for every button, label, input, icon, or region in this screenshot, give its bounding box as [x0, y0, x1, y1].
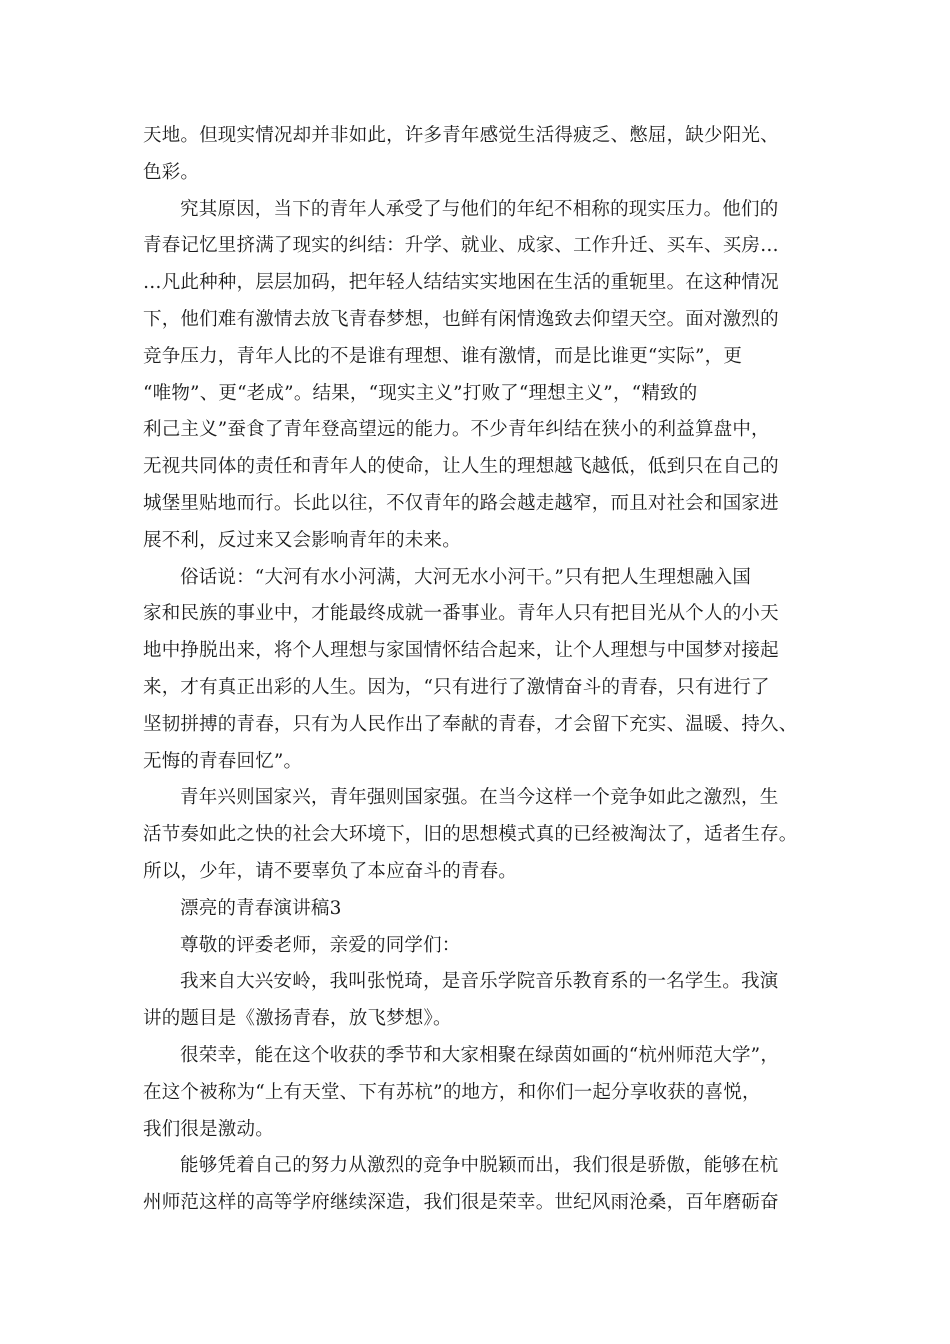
text-line: 所以，少年，请不要辜负了本应奋斗的青春。 — [143, 860, 518, 882]
text-line: 我们很是激动。 — [143, 1118, 274, 1140]
text-line: 俗话说：“大河有水小河满，大河无水小河干。”只有把人生理想融入国 — [180, 566, 752, 588]
text-line: “唯物”、更“老成”。结果，“现实主义”打败了“理想主义”，“精致的 — [143, 382, 698, 404]
document-body — [143, 118, 811, 1222]
text-line: 利己主义”蚕食了青年登高望远的能力。不少青年纠结在狭小的利益算盘中， — [143, 419, 770, 441]
text-line: 城堡里贴地而行。长此以往，不仅青年的路会越走越窄，而且对社会和国家进 — [143, 492, 779, 514]
text-line: 活节奏如此之快的社会大环境下，旧的思想模式真的已经被淘汰了，适者生存。 — [143, 824, 798, 846]
text-line: 家和民族的事业中，才能最终成就一番事业。青年人只有把目光从个人的小天 — [143, 603, 779, 625]
text-line: 能够凭着自己的努力从激烈的竞争中脱颖而出，我们很是骄傲，能够在杭 — [180, 1155, 779, 1177]
text-line: 色彩。 — [143, 161, 200, 183]
text-line: 下，他们难有激情去放飞青春梦想，也鲜有闲情逸致去仰望天空。面对激烈的 — [143, 308, 779, 330]
text-line: 很荣幸，能在这个收获的季节和大家相聚在绿茵如画的“杭州师范大学”， — [180, 1044, 780, 1066]
text-line: 坚韧拼搏的青春，只有为人民作出了奉献的青春，才会留下充实、温暖、持久、 — [143, 713, 798, 735]
text-line: 州师范这样的高等学府继续深造，我们很是荣幸。世纪风雨沧桑，百年磨砺奋 — [143, 1192, 779, 1214]
text-line: 讲的题目是《激扬青春，放飞梦想》。 — [143, 1008, 452, 1030]
text-line: 展不利，反过来又会影响青年的未来。 — [143, 529, 461, 551]
text-line: 究其原因，当下的青年人承受了与他们的年纪不相称的现实压力。他们的 — [180, 198, 779, 220]
text-line: 在这个被称为“上有天堂、下有苏杭”的地方，和你们一起分享收获的喜悦， — [143, 1081, 761, 1103]
text-line: 天地。但现实情况却并非如此，许多青年感觉生活得疲乏、憋屈，缺少阳光、 — [143, 125, 779, 146]
text-line: 青年兴则国家兴，青年强则国家强。在当今这样一个竞争如此之激烈，生 — [180, 787, 779, 809]
text-line: 竞争压力，青年人比的不是谁有理想、谁有激情，而是比谁更“实际”，更 — [143, 345, 743, 367]
text-line: 地中挣脱出来，将个人理想与家国情怀结合起来，让个人理想与中国梦对接起 — [143, 640, 779, 662]
text-line: 无悔的青春回忆”。 — [143, 750, 303, 772]
text-line: 漂亮的青春演讲稿3 — [180, 897, 342, 919]
text-line: 尊敬的评委老师，亲爱的同学们： — [180, 934, 461, 956]
text-line: …凡此种种，层层加码，把年轻人结结实实地困在生活的重轭里。在这种情况 — [143, 272, 779, 294]
text-line: 我来自大兴安岭，我叫张悦琦，是音乐学院音乐教育系的一名学生。我演 — [180, 971, 779, 993]
text-line: 来，才有真正出彩的人生。因为，“只有进行了激情奋斗的青春，只有进行了 — [143, 676, 770, 698]
text-line: 无视共同体的责任和青年人的使命，让人生的理想越飞越低，低到只在自己的 — [143, 456, 779, 478]
text-line: 青春记忆里挤满了现实的纠结：升学、就业、成家、工作升迁、买车、买房… — [143, 235, 779, 257]
